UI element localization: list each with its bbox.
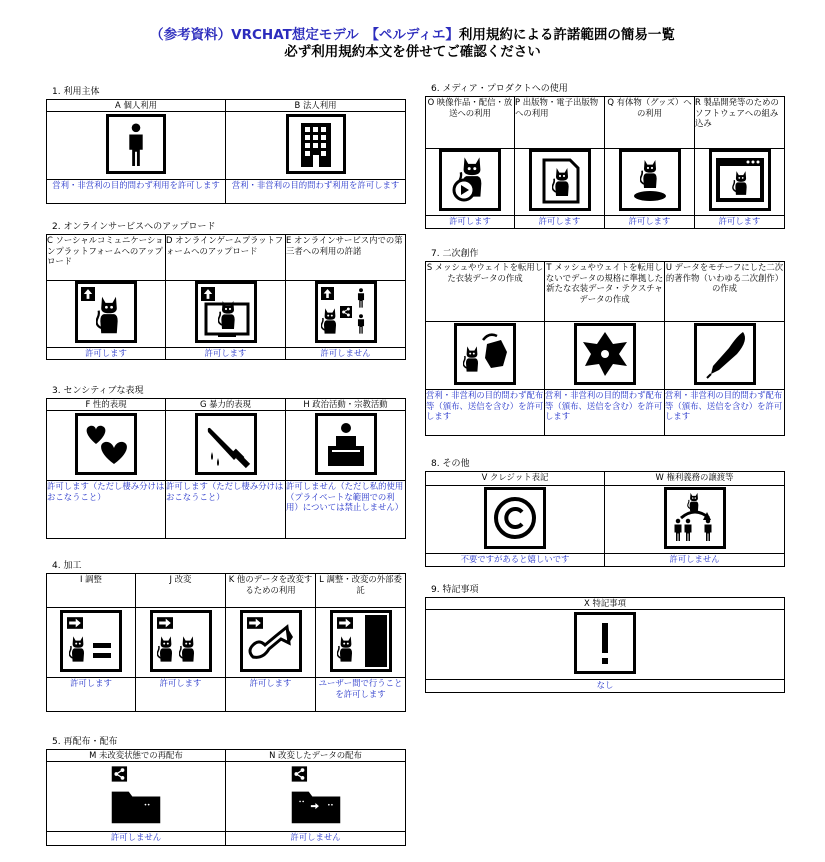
permission-software: 許可します (695, 216, 785, 229)
permission-game-upload: 許可します (166, 348, 286, 360)
copyright-icon (484, 487, 546, 549)
permission-credit: 不要ですがあると嬉しいです (426, 554, 605, 567)
label-goods: Q 有体物（グッズ）への利用 (605, 97, 695, 149)
permission-sexual: 許可します（ただし棲み分けはおこなうこと） (47, 481, 166, 539)
section-title: 2. オンラインサービスへのアップロード (52, 222, 216, 232)
label-distribute-modified: N 改変したデータの配布 (226, 750, 406, 762)
modify-icon (150, 610, 212, 672)
label-publication: P 出版物・電子出版物への利用 (515, 97, 605, 149)
label-transfer-rights: W 権利義務の譲渡等 (605, 472, 785, 486)
hearts-icon (75, 413, 137, 475)
redistribute-icon (105, 764, 167, 826)
section-other (425, 458, 785, 567)
video-icon (439, 149, 501, 211)
label-sexual: F 性的表現 (47, 399, 166, 411)
permission-outsource: ユーザー間で行うことを許可します (316, 678, 406, 712)
share-users-icon (315, 281, 377, 343)
adjust-icon (60, 610, 122, 672)
section-title: 4. 加工 (52, 561, 82, 571)
transfer-rights-icon (664, 487, 726, 549)
page-subtitle: 必ず利用規約本文を併せてご確認ください (284, 44, 541, 60)
label-special-notes: X 特記事項 (426, 598, 785, 610)
label-outsource: L 調整・改変の外部委託 (316, 574, 406, 608)
section-title: 7. 二次創作 (431, 249, 479, 259)
outsource-icon (330, 610, 392, 672)
permission-video: 許可します (426, 216, 515, 229)
section-title: 8. その他 (431, 459, 470, 469)
permission-violent: 許可します（ただし棲み分けはおこなうこと） (166, 481, 286, 539)
section-title: 3. センシティブな表現 (52, 386, 144, 396)
label-new-outfit: T メッシュやウェイトを転用しないでデータの規格に準拠した新たな衣装データ・テクスチャデータの作成 (545, 262, 665, 322)
pen-icon (694, 323, 756, 385)
permission-new-outfit: 営利・非営利の目的問わず配布等（頒布、送信を含む）を許可します (545, 390, 665, 436)
label-third-party-license: E オンラインサービス内での第三者への利用の許諾 (286, 235, 406, 281)
permission-mesh-outfit: 営利・非営利の目的問わず配布等（頒布、送信を含む）を許可します (426, 390, 545, 436)
new-outfit-icon (574, 323, 636, 385)
section-online-upload (46, 221, 406, 360)
software-icon (709, 149, 771, 211)
label-software: R 製品開発等のためのソフトウェアへの組み込み (695, 97, 785, 149)
section-title: 6. メディア・プロダクトへの使用 (431, 84, 568, 94)
label-corporate-use: B 法人利用 (226, 100, 406, 112)
label-redistribute: M 未改変状態での再配布 (47, 750, 226, 762)
permission-personal-use: 営利・非営利の目的問わず利用を許可します (47, 180, 226, 204)
label-modify-other: K 他のデータを改変するための利用 (226, 574, 316, 608)
permission-corporate-use: 営利・非営利の目的問わず利用を許可します (226, 180, 406, 204)
label-personal-use: A 個人利用 (47, 100, 226, 112)
permission-adjust: 許可します (47, 678, 136, 712)
section-media-products (425, 83, 785, 229)
label-video: O 映像作品・配信・放送への利用 (426, 97, 515, 149)
person-icon (106, 114, 166, 174)
section-sensitive (46, 385, 406, 539)
permission-goods: 許可します (605, 216, 695, 229)
label-adjust: I 調整 (47, 574, 136, 608)
permission-redistribute: 許可しません (47, 832, 226, 846)
publication-icon (529, 149, 591, 211)
distribute-modified-icon (285, 764, 347, 826)
section-title: 1. 利用主体 (52, 87, 100, 97)
exclamation-icon (574, 612, 636, 674)
label-violent: G 暴力的表現 (166, 399, 286, 411)
section-title: 9. 特記事項 (431, 585, 479, 595)
permission-political-religious: 許可しません（ただし私的使用（プライベートな範囲での利用）については禁止しません） (286, 481, 406, 539)
permission-modify-other: 許可します (226, 678, 316, 712)
section-redistribution (46, 736, 406, 846)
permission-social-upload: 許可します (47, 348, 166, 360)
label-social-upload: C ソーシャルコミュニケーションプラットフォームへのアップロード (47, 235, 166, 281)
permission-publication: 許可します (515, 216, 605, 229)
label-mesh-outfit: S メッシュやウェイトを転用した衣装データの作成 (426, 262, 545, 322)
label-fan-work: U データをモチーフにした二次的著作物（いわゆる二次創作）の作成 (665, 262, 785, 322)
podium-icon (315, 413, 377, 475)
permission-distribute-modified: 許可しません (226, 832, 406, 846)
modify-other-icon (240, 610, 302, 672)
label-game-upload: D オンラインゲームプラットフォームへのアップロード (166, 235, 286, 281)
upload-monitor-icon (195, 281, 257, 343)
section-modification (46, 560, 406, 712)
permission-fan-work: 営利・非営利の目的問わず配布等（頒布、送信を含む）を許可します (665, 390, 785, 436)
title-prefix: （参考資料）VRCHAT想定モデル 【ペルディエ】利用規約による許諾範囲の簡易一覧 (150, 27, 675, 43)
permission-modify: 許可します (136, 678, 226, 712)
label-political-religious: H 政治活動・宗教活動 (286, 399, 406, 411)
label-modify: J 改変 (136, 574, 226, 608)
permission-third-party-license: 許可しません (286, 348, 406, 360)
permission-special-notes: なし (426, 680, 785, 693)
figure-icon (619, 149, 681, 211)
section-derivative (425, 248, 785, 436)
upload-cat-icon (75, 281, 137, 343)
section-special-notes (425, 584, 785, 693)
permission-transfer-rights: 許可しません (605, 554, 785, 567)
label-credit: V クレジット表記 (426, 472, 605, 486)
knife-icon (195, 413, 257, 475)
mesh-outfit-icon (454, 323, 516, 385)
building-icon (286, 114, 346, 174)
section-usage-subject (46, 86, 406, 204)
section-title: 5. 再配布・配布 (52, 737, 118, 747)
